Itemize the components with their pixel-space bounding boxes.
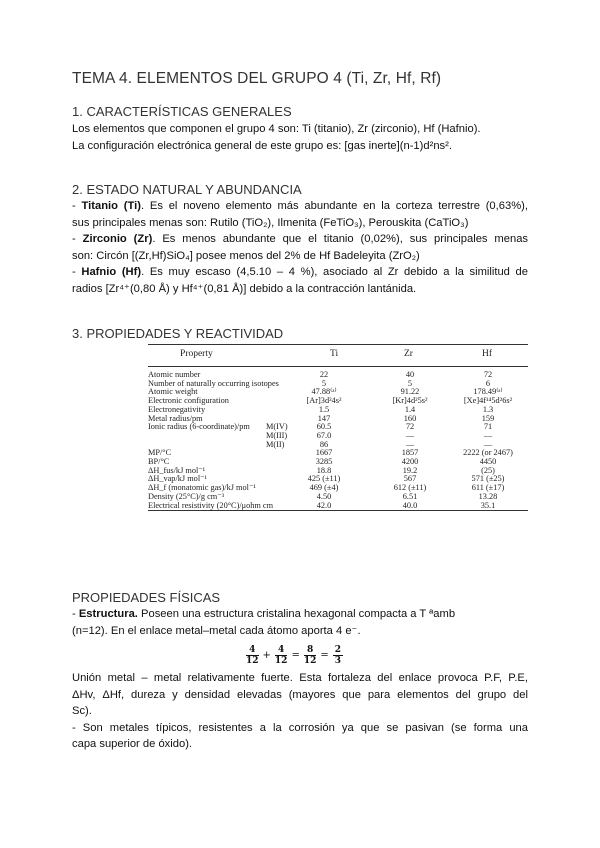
- cell-oxidation-state: M(III): [266, 430, 288, 440]
- table-bottom-rule: [148, 510, 528, 511]
- estructura-text: Poseen una estructura cristalina hexagonal compacta a T ªamb: [137, 608, 456, 620]
- plus-sign: +: [262, 650, 271, 661]
- paragraph-line: ΔHv, ΔHf, dureza y densidad elevadas (mayores que para elementos del grupo del: [72, 688, 528, 701]
- cell-ti: 1667: [315, 448, 333, 458]
- estructura-label: Estructura.: [78, 608, 138, 620]
- enlace-paragraph: [72, 670, 528, 753]
- cell-zr: 91.22: [400, 387, 420, 397]
- fraction: [304, 645, 317, 666]
- zirconio-line: - Zirconio (Zr). Es menos abundante que el titanio (0,02%), sus principales menas: [72, 233, 529, 245]
- table-row: [148, 483, 528, 492]
- cell-hf: 159: [481, 413, 495, 423]
- cell-property: Electronegativity: [148, 404, 206, 414]
- cell-zr: 612 (±11): [393, 483, 427, 493]
- paragraph-line: Los elementos que componen el grupo 4 son: Ti (titanio), Zr (zirconio), Hf (Hafnio).: [72, 123, 481, 135]
- zirconio-menas: son: Circón [(Zr,Hf)SiO₄] posee menos del 2% de Hf Badeleyita (ZrO₂): [72, 249, 420, 262]
- cell-ti: 60.5: [316, 422, 332, 432]
- table-row: [148, 466, 528, 475]
- table-header-zr: Zr: [404, 349, 413, 359]
- cell-ti: 469 (±4): [309, 483, 339, 493]
- section-heading-estado-natural: 2. ESTADO NATURAL Y ABUNDANCIA: [72, 182, 302, 197]
- cell-zr: 5: [407, 378, 413, 388]
- table-row: [148, 457, 528, 466]
- table-header-property: Property: [180, 349, 213, 359]
- titanio-menas: sus principales menas son: Rutilo (TiO₂), Ilmenita (FeTiO₃), Perouskita (CaTiO₃): [72, 216, 469, 229]
- section-body-estado-natural: [72, 198, 528, 297]
- cell-hf: 571 (±25): [471, 474, 505, 484]
- cell-property: Metal radius/pm: [148, 413, 203, 423]
- table-row: [148, 492, 528, 501]
- table-row: [148, 501, 528, 510]
- titanio-line: - Titanio (Ti). Es el noveno elemento más abundante en la corteza terrestre (0,63%),: [72, 200, 528, 212]
- cell-property: MP/°C: [148, 448, 172, 458]
- section-heading-propiedades: 3. PROPIEDADES Y REACTIVIDAD: [72, 326, 284, 341]
- cell-property: BP/°C: [148, 457, 170, 466]
- table-row: [148, 448, 528, 457]
- cell-property: ΔH_fus/kJ mol⁻¹: [148, 465, 206, 475]
- table-row: [148, 431, 528, 440]
- numerator: 4: [275, 645, 288, 656]
- cell-hf: (25): [481, 465, 495, 475]
- cell-zr: —: [405, 430, 415, 440]
- cell-zr: 4200: [401, 457, 419, 466]
- cell-hf: 72: [483, 370, 493, 379]
- paragraph-line: La configuración electrónica general de este grupo es: [gas inerte](n-1)d²ns².: [72, 139, 452, 152]
- cell-ti: [Ar]3d²4s²: [306, 396, 342, 406]
- cell-ti: 22: [319, 370, 329, 379]
- cell-hf: 611 (±17): [471, 483, 505, 493]
- cell-hf: 13.28: [478, 491, 498, 501]
- titanio-text: . Es el noveno elemento más abundante en la corteza terrestre (0,63%),: [140, 200, 528, 212]
- cell-zr: [Kr]4d²5s²: [392, 396, 428, 406]
- denominator: 12: [246, 656, 259, 666]
- section-heading-caracteristicas: 1. CARACTERÍSTICAS GENERALES: [72, 104, 292, 119]
- paragraph-line: Sc).: [72, 705, 92, 717]
- cell-property: Electrical resistivity (20°C)/μohm cm: [148, 500, 274, 510]
- cell-property: Atomic number: [148, 370, 201, 379]
- cell-ti: 47.88⁽ᵃ⁾: [311, 387, 337, 397]
- estructura-paragraph: [72, 606, 528, 639]
- fraction: [333, 645, 343, 666]
- section-body-caracteristicas: [72, 121, 528, 154]
- cell-ti: 3285: [315, 457, 333, 466]
- cell-zr: 19.2: [402, 465, 418, 475]
- equals-sign: =: [320, 650, 329, 661]
- cell-zr: 72: [405, 422, 415, 432]
- cell-zr: 1857: [401, 448, 419, 458]
- cell-property: Number of naturally occurring isotopes: [148, 378, 279, 388]
- hafnio-label: Hafnio (Hf): [81, 266, 142, 278]
- table-row: [148, 474, 528, 483]
- estructura-line: - Estructura. Poseen una estructura cristalina hexagonal compacta a T ªamb: [72, 608, 456, 620]
- cell-zr: 40: [405, 370, 415, 379]
- numerator: 2: [334, 645, 342, 655]
- cell-property: Ionic radius (6-coordinate)/pm: [148, 422, 250, 432]
- table-row: [148, 387, 528, 396]
- cell-hf: 35.1: [480, 500, 496, 510]
- table-row: [148, 370, 528, 379]
- cell-ti: 18.8: [316, 465, 332, 475]
- cell-oxidation-state: M(IV): [266, 422, 288, 432]
- hafnio-line: - Hafnio (Hf). Es muy escaso (4,5.10 – 4 %), asociado al Zr debido a la similitud de: [72, 266, 528, 278]
- cell-ti: 86: [319, 439, 329, 449]
- paragraph-line: capa superior de óxido).: [72, 738, 193, 750]
- hafnio-radios: radios [Zr⁴⁺(0,80 Å) y Hf⁴⁺(0,81 Å)] debido a la contracción lantánida.: [72, 282, 417, 295]
- cell-zr: 6.51: [402, 491, 418, 501]
- numerator: 4: [246, 645, 259, 656]
- cell-property: Electronic configuration: [148, 396, 229, 406]
- cell-property: Atomic weight: [148, 387, 198, 397]
- table-row: [148, 396, 528, 405]
- table-row: [148, 422, 528, 431]
- cell-ti: 147: [317, 413, 331, 423]
- zirconio-label: Zirconio (Zr): [82, 233, 153, 245]
- cell-zr: 40.0: [402, 500, 418, 510]
- cell-hf: —: [483, 439, 493, 449]
- cell-property: ΔH_f (monatomic gas)/kJ mol⁻¹: [148, 483, 256, 493]
- cell-hf: 1.3: [482, 404, 494, 414]
- cell-hf: —: [483, 430, 493, 440]
- electron-equation: [246, 645, 343, 666]
- cell-hf: 178.49⁽ᵃ⁾: [473, 387, 503, 397]
- cell-hf: 6: [485, 378, 491, 388]
- denominator: 3: [334, 656, 342, 666]
- equals-sign: =: [291, 650, 300, 661]
- titanio-label: Titanio (Ti): [81, 200, 141, 212]
- zirconio-text: . Es menos abundante que el titanio (0,02%), sus principales menas: [152, 233, 529, 245]
- fraction: [275, 645, 288, 666]
- cell-ti: 425 (±11): [307, 474, 341, 484]
- paragraph-line: Unión metal – metal relativamente fuerte. Esta fortaleza del enlace provoca P.F, P.E,: [72, 672, 528, 684]
- properties-table: [148, 344, 528, 514]
- cell-oxidation-state: M(II): [266, 439, 285, 449]
- paragraph-line: - Son metales típicos, resistentes a la corrosión ya que se pasivan (se forma una: [72, 721, 528, 734]
- table-header-rule: [148, 366, 528, 367]
- cell-hf: [Xe]4f¹⁴5d²6s²: [463, 396, 513, 406]
- cell-zr: 160: [403, 413, 417, 423]
- cell-zr: 567: [403, 474, 417, 484]
- cell-property: Density (25°C)/g cm⁻³: [148, 491, 225, 501]
- section-heading-propiedades-fisicas: PROPIEDADES FÍSICAS: [72, 590, 221, 605]
- table-header-ti: Ti: [330, 349, 339, 359]
- fraction: [246, 645, 259, 666]
- table-row: [148, 405, 528, 414]
- cell-hf: 71: [483, 422, 493, 432]
- table-top-rule: [148, 344, 528, 345]
- cell-hf: 4450: [479, 457, 497, 466]
- cell-hf: 2222 (or 2467): [463, 448, 513, 458]
- table-row: [148, 440, 528, 449]
- cell-zr: —: [405, 439, 415, 449]
- cell-ti: 4.50: [316, 491, 332, 501]
- cell-property: ΔH_vap/kJ mol⁻¹: [148, 474, 207, 484]
- table-header-hf: Hf: [482, 349, 493, 359]
- cell-zr: 1.4: [404, 404, 416, 414]
- estructura-text-2: (n=12). En el enlace metal–metal cada átomo aporta 4 e⁻.: [72, 624, 361, 637]
- table-row: [148, 379, 528, 388]
- numerator: 8: [304, 645, 317, 656]
- denominator: 12: [303, 656, 317, 666]
- cell-ti: 67.0: [316, 430, 332, 440]
- cell-ti: 1.5: [318, 404, 330, 414]
- cell-ti: 5: [321, 378, 327, 388]
- hafnio-text: . Es muy escaso (4,5.10 – 4 %), asociado al Zr debido a la similitud de: [141, 266, 528, 278]
- cell-ti: 42.0: [316, 500, 332, 510]
- page-title: TEMA 4. ELEMENTOS DEL GRUPO 4 (Ti, Zr, Hf, Rf): [72, 70, 442, 87]
- table-row: [148, 414, 528, 423]
- denominator: 12: [274, 656, 288, 666]
